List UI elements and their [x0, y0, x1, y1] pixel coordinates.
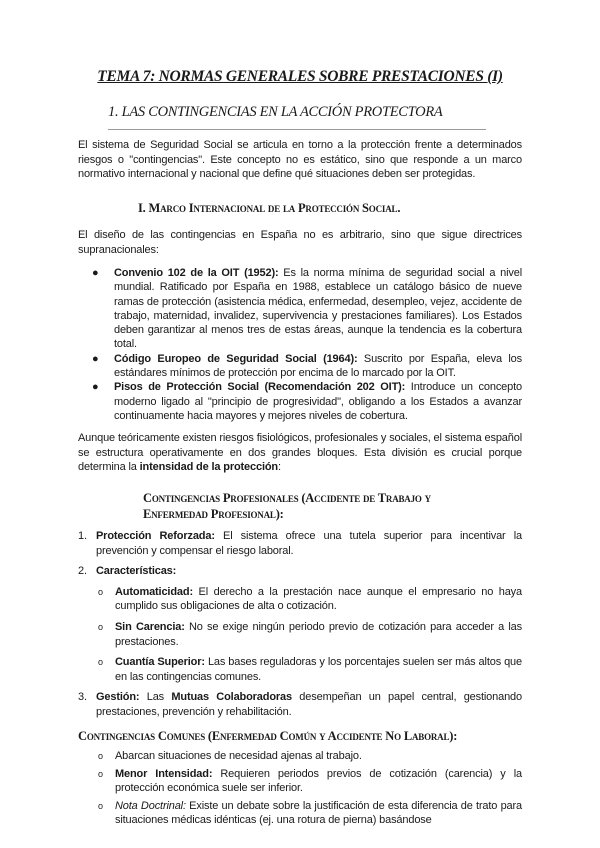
bullet-label: Código Europeo de Seguridad Social (1964): — [114, 352, 358, 365]
bullet-icon: ● — [92, 352, 99, 365]
list-item — [92, 266, 522, 352]
circle-bullet-icon: o — [98, 751, 103, 761]
common-contingencies-list — [78, 749, 522, 828]
heading-line: Contingencias Profesionales (Accidente de Trabajo y — [143, 491, 431, 505]
closing-paragraph — [78, 431, 522, 475]
item-label: Protección Reforzada: — [96, 530, 215, 542]
item-text: Abarcan situaciones de necesidad ajenas al trabajo. — [115, 750, 362, 762]
closing-bold: intensidad de la protección — [139, 461, 279, 474]
bullet-text: Es la norma mínima de seguridad social a nivel mundial. Ratificado por España en 1988, establece un catálogo básico de nueve ramas de protección (asistencia médica, enfermedad, desempleo, vejez, accidente de trabajo, maternidad, invalidez, supervivencia y prestaciones familiares). Los Estados deben garantizar al menos tres de estas áreas, aunque la tendencia es la cobertura total. — [114, 267, 522, 351]
item-text: No se exige ningún periodo previo de cotización para acceder a las prestaciones. — [115, 620, 522, 648]
circle-bullet-icon: o — [98, 800, 103, 811]
item-label: Gestión: — [96, 691, 140, 704]
bullet-label: Convenio 102 de la OIT (1952): — [114, 267, 279, 279]
list-item — [78, 620, 522, 649]
item-label: Menor Intensidad: — [115, 767, 213, 780]
item-label: Sin Carencia: — [115, 620, 185, 633]
item-bold: Mutuas Colaboradoras — [171, 691, 292, 704]
bullet-text: Suscrito por España, eleva los estándares mínimos de protección por encima de lo marcado por la OIT. — [114, 352, 522, 380]
divider — [108, 129, 486, 130]
characteristics-list — [78, 585, 522, 685]
list-item — [78, 564, 522, 579]
item-label: Cuantía Superior: — [115, 656, 205, 669]
circle-bullet-icon: o — [98, 586, 103, 597]
list-item — [92, 380, 522, 423]
item-text: El derecho a la prestación nace aunque el empresario no haya cumplido sus obligaciones de alta o cotización. — [115, 585, 522, 613]
list-item — [78, 749, 522, 764]
closing-end: : — [278, 461, 281, 474]
section-heading-professional — [143, 490, 431, 522]
section-heading-international: I. Marco Internacional de la Protección Social. — [138, 201, 401, 215]
item-text: desempeñan un papel central, gestionando prestaciones, prevención y rehabilitación. — [96, 691, 522, 718]
list-item — [78, 655, 522, 684]
bullet-text: Introduce un concepto moderno ligado al "principio de progresividad", obligando a los Estados a avanzar continuamente hacia mayores y mejores niveles de cobertura. — [114, 381, 522, 422]
item-number: 2. — [78, 565, 87, 578]
list-item — [78, 767, 522, 796]
item-text: Las — [139, 691, 172, 704]
circle-bullet-icon: o — [98, 657, 103, 668]
list-item — [78, 529, 522, 558]
closing-text: Aunque teóricamente existen riesgos fisiológicos, profesionales y sociales, el sistema español se estructura operativamente en dos grandes bloques. Esta división es crucial porque determina la — [78, 432, 522, 474]
item-text: Las bases reguladoras y los porcentajes suelen ser más altos que en las contingencias comunes. — [115, 656, 522, 683]
list-item — [78, 690, 522, 719]
professional-numbered-list — [78, 529, 522, 720]
bullet-icon: ● — [92, 381, 99, 394]
circle-bullet-icon: o — [98, 621, 103, 632]
item-number: 3. — [78, 691, 87, 704]
item-label: Características: — [96, 565, 177, 578]
heading-line: Enfermedad Profesional): — [143, 507, 284, 521]
document-title: TEMA 7: NORMAS GENERALES SOBRE PRESTACIONES (I) — [97, 68, 503, 85]
item-text: Requieren periodos previos de cotización (carencia) y la protección económica suele ser inferior. — [115, 767, 522, 795]
section1-intro: El diseño de las contingencias en España no es arbitrario, sino que sigue directrices supranacionales: — [78, 229, 522, 256]
list-item — [78, 799, 522, 828]
item-text: Existe un debate sobre la justificación de esta diferencia de trato para situaciones médicas idénticas (ej. una rotura de pierna) basándose — [115, 799, 522, 827]
section-subtitle: 1. LAS CONTINGENCIAS EN LA ACCIÓN PROTECTORA — [108, 104, 443, 120]
item-label: Automaticidad: — [115, 585, 193, 598]
bullet-icon: ● — [92, 267, 99, 279]
intro-paragraph: El sistema de Seguridad Social se articula en torno a la protección frente a determinados riesgos o "contingencias". Este concepto no es estático, sino que responde a un marco normativo internacional y nacional que define qué situaciones deben ser protegidas. — [78, 139, 522, 181]
section-heading-common: Contingencias Comunes (Enfermedad Común y Accidente No Laboral): — [78, 729, 458, 743]
item-text: El sistema ofrece una tutela superior para incentivar la prevención y compensar el riesgo laboral. — [96, 530, 522, 557]
list-item — [78, 585, 522, 614]
list-item — [92, 352, 522, 381]
item-label: Nota Doctrinal: — [115, 799, 186, 812]
bullet-label: Pisos de Protección Social (Recomendación 202 OIT): — [114, 381, 406, 394]
circle-bullet-icon: o — [98, 768, 103, 779]
international-norms-list — [92, 266, 522, 423]
item-number: 1. — [78, 530, 87, 542]
